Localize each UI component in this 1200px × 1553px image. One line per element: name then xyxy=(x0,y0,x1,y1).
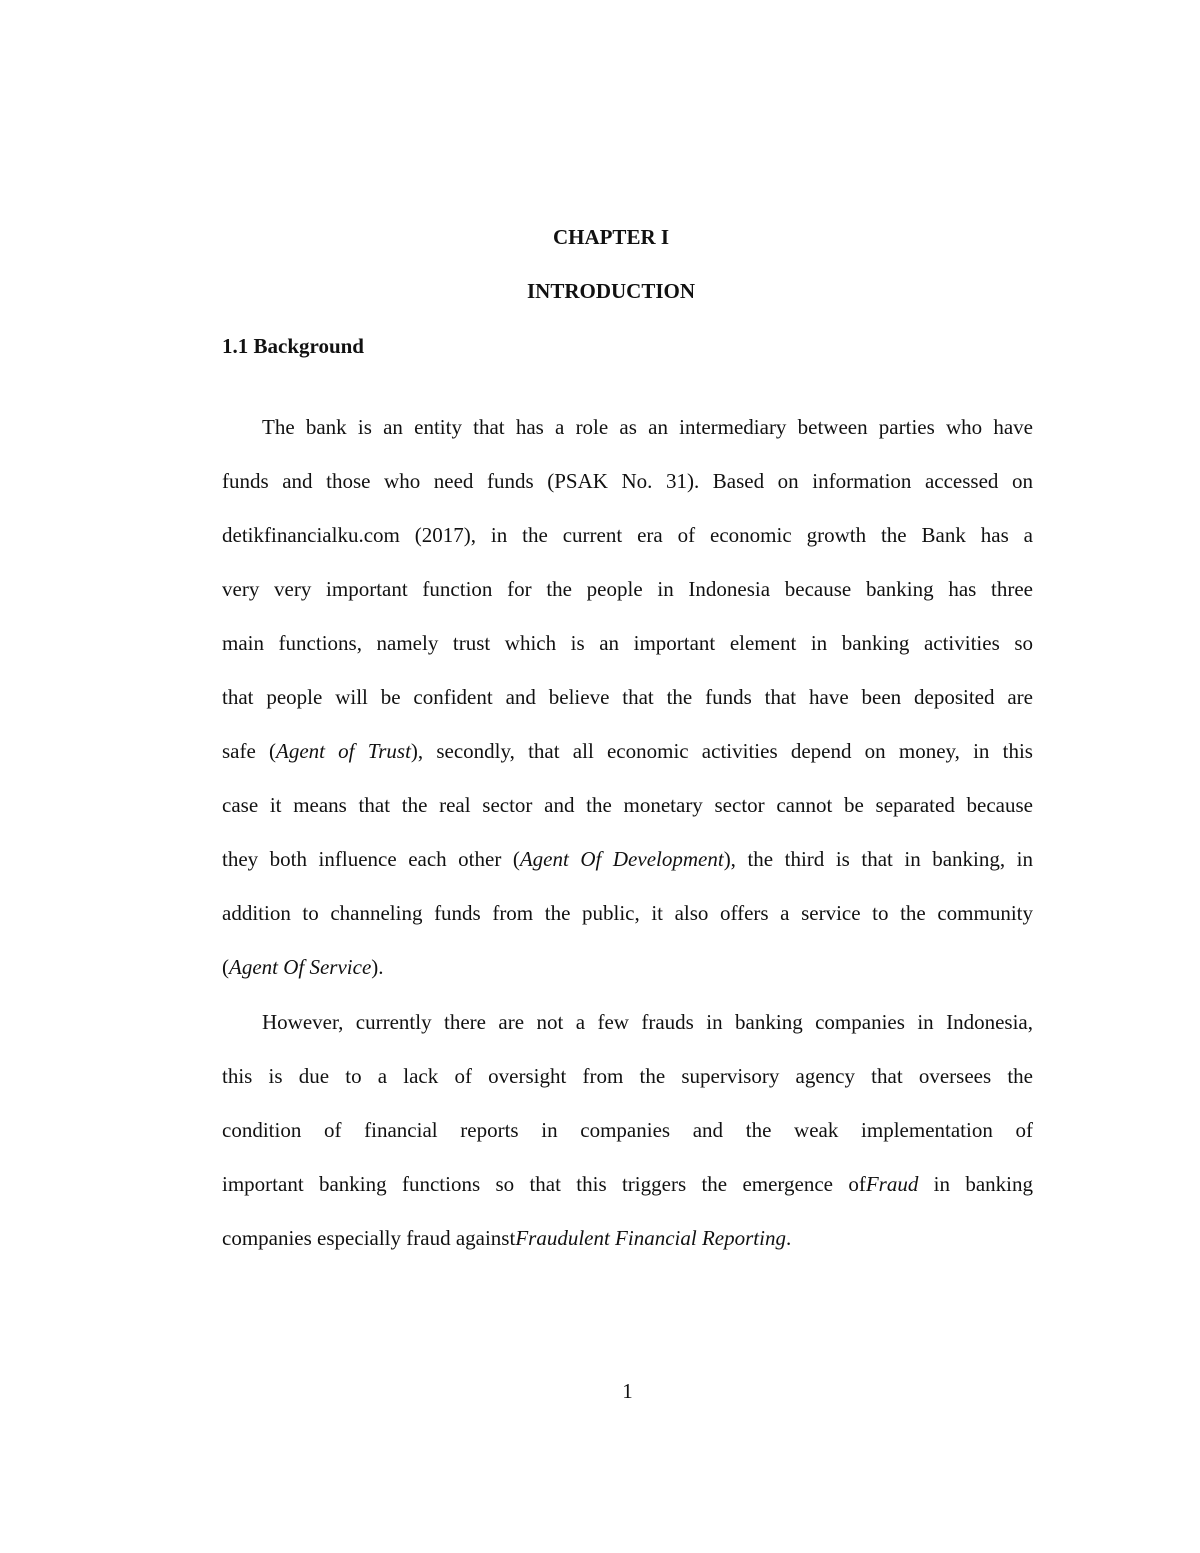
paragraph-line: The bank is an entity that has a role as an intermediary between parties who have xyxy=(262,415,1033,439)
chapter-subtitle: INTRODUCTION xyxy=(526,279,696,303)
text-after: ), secondly, that all economic activities depend on money, in this xyxy=(410,739,1033,763)
paragraph-line xyxy=(222,1224,1033,1252)
text-after: ). xyxy=(371,955,384,979)
text-before: safe ( xyxy=(222,739,276,763)
paragraph-line xyxy=(222,1170,1033,1198)
italic-term: Fraudulent Financial Reporting xyxy=(515,1226,786,1250)
paragraph-line xyxy=(222,737,1033,765)
paragraph-line xyxy=(222,953,1033,981)
text-before: important banking functions so that this triggers the emergence of xyxy=(222,1172,866,1196)
paragraph-line: detikfinancialku.com (2017), in the current era of economic growth the Bank has a xyxy=(222,523,1033,547)
paragraph-line xyxy=(222,845,1033,873)
text-after: in banking xyxy=(918,1172,1033,1196)
italic-term: Agent Of Service xyxy=(229,955,372,979)
chapter-title: CHAPTER I xyxy=(552,225,670,249)
text-after: . xyxy=(785,1226,792,1250)
text-before: ( xyxy=(222,955,229,979)
page-number: 1 xyxy=(622,1379,633,1403)
italic-term: Agent Of Development xyxy=(519,847,724,871)
text-before: companies especially fraud against xyxy=(222,1226,516,1250)
paragraph-line: However, currently there are not a few frauds in banking companies in Indonesia, xyxy=(262,1010,1033,1034)
paragraph-line: condition of financial reports in companies and the weak implementation of xyxy=(222,1118,1033,1142)
italic-term: Fraud xyxy=(865,1172,919,1196)
paragraph-line: this is due to a lack of oversight from the supervisory agency that oversees the xyxy=(222,1064,1033,1088)
paragraph-line: case it means that the real sector and the monetary sector cannot be separated because xyxy=(222,793,1033,817)
text-before: they both influence each other ( xyxy=(222,847,520,871)
paragraph-line: funds and those who need funds (PSAK No. 31). Based on information accessed on xyxy=(222,469,1033,493)
paragraph-line: very very important function for the people in Indonesia because banking has three xyxy=(222,577,1033,601)
text-after: ), the third is that in banking, in xyxy=(723,847,1033,871)
italic-term: Agent of Trust xyxy=(276,739,411,763)
section-heading: 1.1 Background xyxy=(222,334,364,358)
paragraph-line: main functions, namely trust which is an important element in banking activities so xyxy=(222,631,1033,655)
paragraph-line: that people will be confident and believe that the funds that have been deposited are xyxy=(222,685,1033,709)
paragraph-line: addition to channeling funds from the public, it also offers a service to the community xyxy=(222,901,1033,925)
